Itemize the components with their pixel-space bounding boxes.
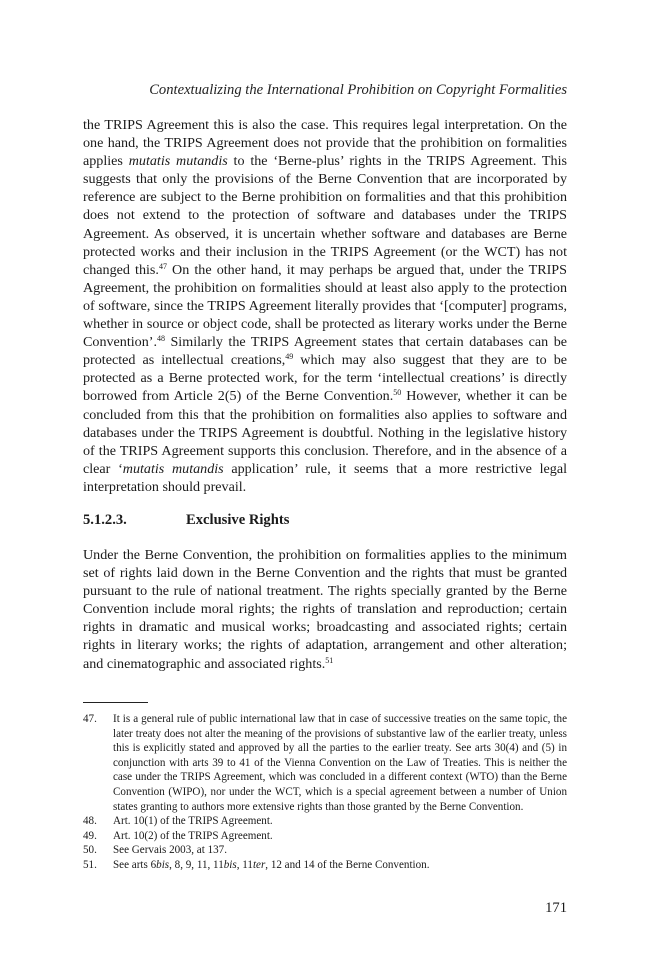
text-segment: to the ‘Berne-plus’ rights in the TRIPS Agreement. This suggests that only the provisions of the Berne Convention that are incorporated by reference are subject to the Berne prohibition on formalities and that this prohibition does not extend to the protection of software and databases under the TRIPS Agreement. As observed, it is uncertain whether software and databases are Berne protected works and their inclusion in the TRIPS Agreement (or the WCT) has not changed this. [83, 153, 567, 278]
italic-term: bis [156, 858, 170, 871]
text-segment: , 8, 9, 11, 11 [169, 858, 224, 871]
footnote-text: It is a general rule of public international law that in case of successive treaties on the same topic, the later treaty does not alter the meaning of the provisions of substantive law of the earlier treaty, unless this is explicitly stated and approved by all the parties to the earlier treaty. See arts 30(4) and (5) in conjunction with arts 39 to 41 of the Vienna Convention on the Law of Treaties. This is neither the case under the TRIPS Agreement, which was concluded in a different context (WTO) than the Berne Convention (WIPO), nor under the WCT, which is a special agreement between a number of Union states granting to authors more extensive rights than those granted by the Berne Convention. [113, 713, 567, 813]
italic-term: mutatis mutandis [128, 153, 228, 170]
footnote-ref-51[interactable]: 51 [325, 655, 334, 665]
paragraph-trips-interpretation [83, 116, 567, 496]
running-head: Contextualizing the International Prohibition on Copyright Formalities [149, 82, 567, 98]
footnote-text: Art. 10(2) of the TRIPS Agreement. [113, 829, 273, 842]
section-number: 5.1.2.3. [83, 512, 127, 528]
italic-term: bis [223, 858, 237, 871]
footnote-text: Art. 10(1) of the TRIPS Agreement. [113, 815, 273, 828]
footnotes-list [83, 712, 567, 873]
italic-term: mutatis mutandis [122, 460, 224, 477]
text-segment: , 12 and 14 of the Berne Convention. [265, 858, 430, 871]
footnote-number: 51. [83, 858, 97, 871]
text-segment: , 11 [236, 858, 253, 871]
paragraph-exclusive-rights [83, 546, 567, 673]
footnote-51 [83, 858, 567, 873]
footnote-number: 47. [83, 713, 97, 725]
footnote-text: See Gervais 2003, at 137. [113, 844, 227, 857]
text-segment: On the other hand, it may perhaps be argued that, under the TRIPS Agreement, the prohibition on formalities should at least also apply to the protection of software, since the TRIPS Agreement literally provides that ‘[computer] programs, whether in source or object code, shall be protected as literary works under the Berne Convention’. [83, 261, 567, 351]
text-segment: the TRIPS Agreement this is also the case. This requires legal interpretation. On the one hand, the TRIPS Agreement does not provide that the prohibition on formalities applies [83, 117, 567, 170]
text-segment: However, whether it can be concluded from this that the prohibition on formalities also applies to software and databases under the TRIPS Agreement is doubtful. Nothing in the legislative history of the TRIPS Agreement supports this conclusion. Therefore, and in the absence of a clear ‘ [83, 388, 567, 477]
section-title: Exclusive Rights [186, 512, 290, 528]
text-segment: Similarly the TRIPS Agreement states that certain databases can be protected as intellectual creations, [83, 334, 567, 369]
text-segment: Under the Berne Convention, the prohibition on formalities applies to the minimum set of rights laid down in the Berne Convention and the rights that must be granted pursuant to the rule of national treatment. The rights specially granted by the Berne Convention include moral rights; the rights of translation and reproduction; certain rights in dramatic and musical works; broadcasting and associated rights; certain rights in literary works; the rights of adaptation, arrangement and other alteration; and cinematographic and associated rights. [83, 547, 567, 672]
italic-term: ter [252, 858, 266, 871]
footnote-ref-50[interactable]: 50 [393, 388, 402, 398]
text-segment: application’ rule, it seems that a more restrictive legal interpretation should prevail. [83, 460, 567, 495]
footnote-number: 49. [83, 829, 97, 842]
footnote-48 [83, 814, 567, 829]
footnote-ref-48[interactable]: 48 [157, 334, 165, 344]
text-segment: which may also suggest that they are to be protected as a Berne protected work, for the term ‘intellectual creations’ is directly borrowed from Article 2(5) of the Berne Convention. [83, 352, 567, 405]
footnote-49 [83, 829, 567, 844]
footnote-50 [83, 843, 567, 858]
text-segment: See arts 6 [113, 858, 157, 871]
footnote-ref-47[interactable]: 47 [158, 261, 167, 271]
page-number: 171 [545, 900, 567, 916]
footnote-number: 50. [83, 844, 97, 857]
footnote-47 [83, 712, 567, 814]
footnote-text [113, 858, 567, 873]
footnote-ref-49[interactable]: 49 [285, 352, 294, 362]
footnote-divider [83, 702, 148, 703]
footnote-number: 48. [83, 815, 97, 828]
section-heading [83, 510, 567, 530]
